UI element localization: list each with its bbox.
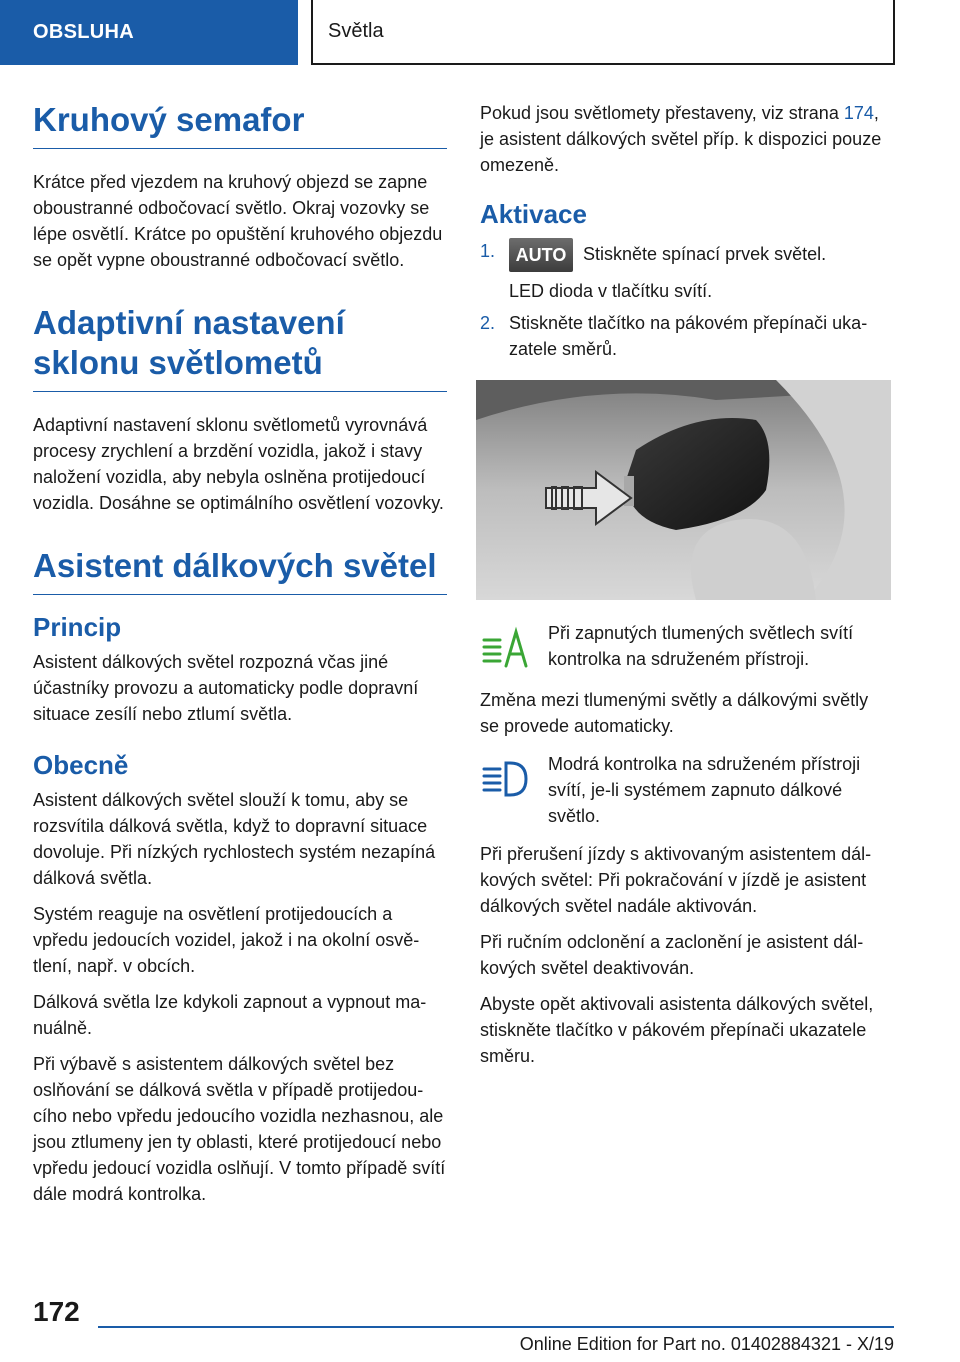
text-reactivate: Abyste opět aktivovali asistenta dálkových světel, stiskněte tlačítko v pákovém přepínači ukazatele směru.: [480, 994, 874, 1066]
text-intro: [480, 100, 892, 178]
text-manual: Při ručním odclonění a zaclonění je asistent dálkových světel deaktivován.: [480, 932, 864, 978]
step-1: [480, 238, 892, 304]
turn-signal-lever-photo: [476, 380, 891, 600]
step-text: Stiskněte spínací prvek světel.: [583, 243, 827, 264]
step-text: Stiskněte tlačítko na pákovém přepínači ukazatele směrů.: [509, 313, 868, 359]
text-general-1: Asistent dálkových světel slouží k tomu, aby se rozsvítila dálková světla, když to dopravní situace dovoluje. Při nízkých rychlostech systém nezapíná dálková světla.: [33, 790, 436, 888]
heading-roundabout: Kruhový semafor: [33, 100, 447, 149]
text-low-beam-indicator: Při zapnutých tlumených světlech svítí kontrolka na sdruženém přístroji.: [548, 623, 854, 669]
heading-high-beam-assistant: Asistent dálkových světel: [33, 546, 447, 595]
text-auto-switch: Změna mezi tlumenými světly a dálkovými světly se provede automaticky.: [480, 690, 869, 736]
subheading-principle: Princip: [33, 612, 122, 642]
subheading-activation: Aktivace: [480, 199, 587, 229]
step-number: 2.: [480, 313, 496, 333]
auto-button-icon: AUTO: [509, 238, 573, 272]
topic-header: Světla: [311, 0, 895, 65]
high-beam-assistant-green-icon: [480, 620, 548, 675]
heading-adaptive-headlights: Adaptivní nastavení sklonu světlometů: [33, 303, 447, 392]
text-general-4: Při výbavě s asistentem dálkových světel bez oslňování se dálková světla v případě protijedoucího nebo vpředu jedoucího vozidla nezhasnou, ale jsou ztlumeny jen ty oblasti, které protijedoucí nebo vpředu jedoucí vozidla oslňují. V tomto případě svítí dále modrá kontrolka.: [33, 1054, 446, 1204]
subheading-general: Obecně: [33, 750, 129, 780]
text-adaptive-headlights: Adaptivní nastavení sklonu světlometů vyrovnává procesy zrychlení a brzdění vozidla, jakož i stavy naložení vozidla, aby nebyla oslněna protijedoucí vozidla. Dosáhne se optimálního osvětlení vozovky.: [33, 415, 444, 513]
footer-divider: [98, 1326, 894, 1328]
step-number: 1.: [480, 241, 496, 261]
text-high-beam-indicator: Modrá kontrolka na sdruženém přístroji svítí, je-li systémem zapnuto dálkové světlo.: [548, 754, 861, 826]
text-general-2: Systém reaguje na osvětlení protijedoucích a vpředu jedoucích vozidel, jakož i na okolní osvětlení, např. v obcích.: [33, 904, 420, 976]
text-intro-end: , je asistent dálkových světel příp. k dispozici pouze omezeně.: [480, 103, 882, 175]
text-interrupt: Při přerušení jízdy s aktivovaným asistentem dálkových světel: Při pokračování v jízdě je asistent dálkových světel nadále aktivován.: [480, 844, 872, 916]
low-beam-indicator-note: [480, 620, 892, 675]
high-beam-blue-icon: [480, 751, 548, 829]
page-number: 172: [33, 1296, 80, 1327]
right-column: [480, 100, 892, 1079]
step-2: [480, 310, 892, 362]
page-link-174[interactable]: 174: [843, 103, 874, 123]
footer-edition: Online Edition for Part no. 01402884321 - X/19: [519, 1334, 894, 1354]
left-column: [33, 100, 447, 1217]
text-general-3: Dálková světla lze kdykoli zapnout a vypnout manuálně.: [33, 992, 427, 1038]
text-intro-start: Pokud jsou světlomety přestaveny, viz strana: [480, 103, 844, 123]
high-beam-indicator-note: [480, 751, 892, 829]
step-subtext: LED dioda v tlačítku svítí.: [509, 281, 713, 301]
text-roundabout: Krátce před vjezdem na kruhový objezd se zapne oboustranné odbočovací světlo. Okraj vozovky se lépe osvětlí. Krátce po opuštění kruhového objezdu se opět vypne oboustranné odbočovací světlo.: [33, 172, 443, 270]
text-principle: Asistent dálkových světel rozpozná včas jiné účastníky provozu a automaticky podle dopravní situace zesílí nebo ztlumí světla.: [33, 652, 419, 724]
section-tab: OBSLUHA: [0, 0, 298, 65]
